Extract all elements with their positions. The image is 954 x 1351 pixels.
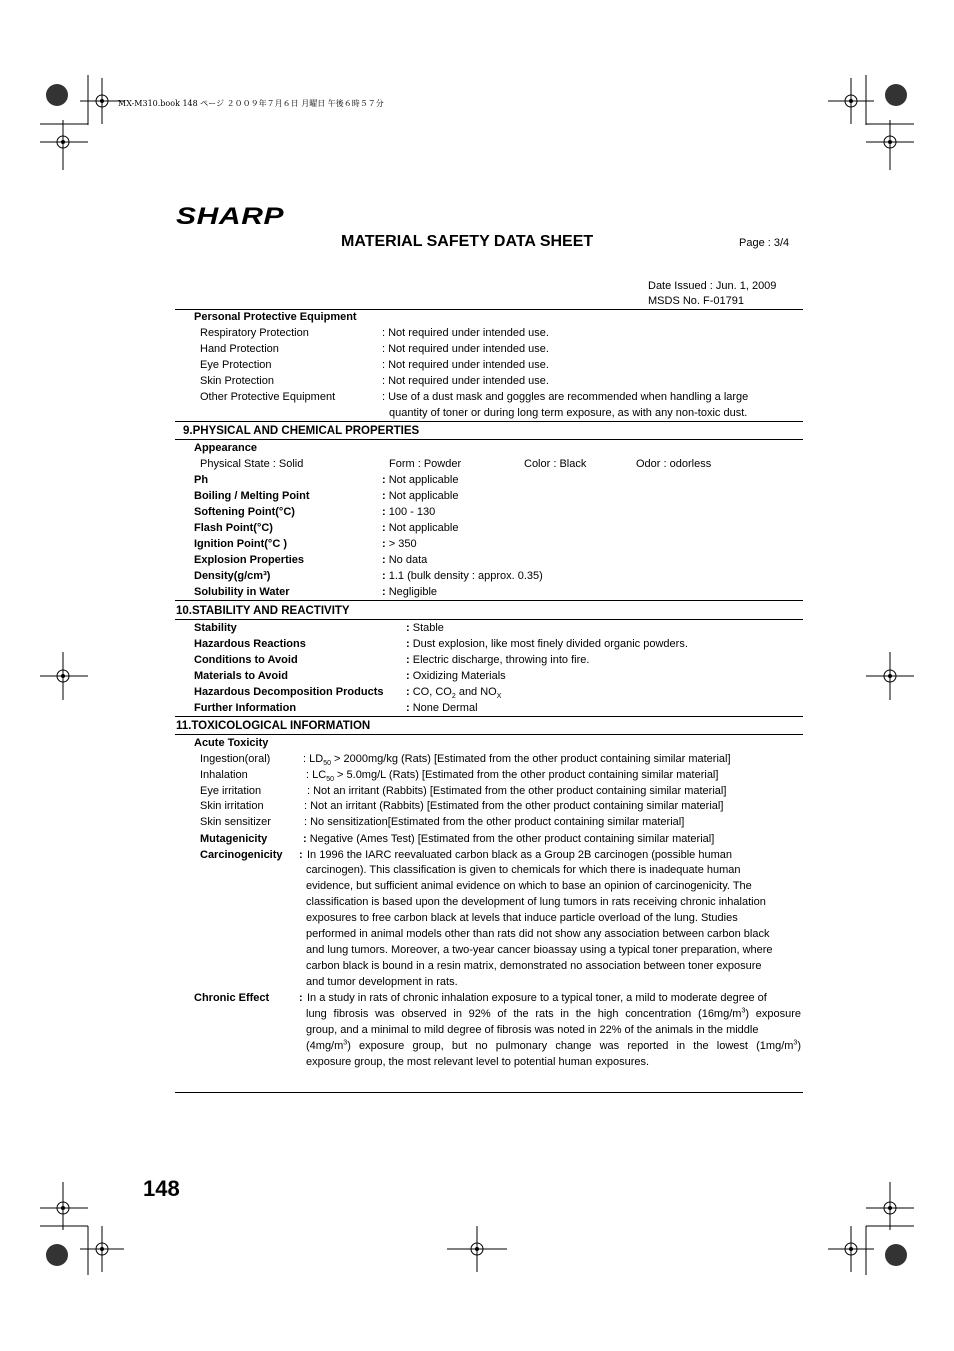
property-value: : No data: [382, 554, 428, 566]
section-11-heading: 11.TOXICOLOGICAL INFORMATION: [176, 720, 371, 732]
chronic-effect-label: Chronic Effect: [194, 992, 270, 1004]
property-label: Explosion Properties: [194, 554, 305, 566]
ingestion-label: Ingestion(oral): [200, 753, 271, 765]
carcinogenicity-line: carbon black is bound in a resin matrix, demonstrated no association between toner exposure: [306, 960, 762, 972]
chronic-line: group, and a minimal to mild degree of fibrosis was noted in 22% of the animals in the middle: [306, 1024, 759, 1036]
ppe-heading: Personal Protective Equipment: [194, 311, 357, 323]
stability-value: : Stable: [406, 622, 444, 634]
carcinogenicity-line: performed in animal models other than rats did not show any association between carbon black: [306, 928, 770, 940]
chronic-line: $(4mg/m^3)$ exposure group, but no pulmonary change was reported in the lowest $(1mg/m^3)$: [306, 1039, 801, 1052]
divider: [175, 421, 803, 422]
page-number: 148: [143, 1176, 180, 1201]
eye-irritation-label: Eye irritation: [200, 785, 262, 797]
msds-number: MSDS No. F-01791: [648, 295, 744, 307]
property-label: Flash Point(°C): [194, 522, 273, 534]
ppe-value: : Use of a dust mask and goggles are recommended when handling a large: [382, 391, 749, 403]
ppe-label: Respiratory Protection: [200, 327, 309, 339]
stability-label: Further Information: [194, 702, 297, 714]
ppe-value: : Not required under intended use.: [382, 359, 549, 371]
inhalation-value: : $LC_{50} > 5.0mg/L$ (Rats) [Estimated from the other product containing similar material]: [306, 769, 719, 784]
divider: [175, 600, 803, 601]
ppe-label: Hand Protection: [200, 343, 279, 355]
divider: [175, 439, 803, 440]
property-value: : 100 - 130: [382, 506, 436, 518]
carcinogenicity-colon: :: [299, 849, 303, 861]
skin-irritation-value: : Not an irritant (Rabbits) [Estimated from the other product containing similar material]: [304, 800, 724, 812]
ppe-value-continued: quantity of toner or during long term exposure, as with any non-toxic dust.: [389, 407, 748, 419]
property-label: Softening Point(°C): [194, 506, 295, 518]
ppe-label: Other Protective Equipment: [200, 391, 336, 403]
ppe-label: Eye Protection: [200, 359, 272, 371]
ppe-value: : Not required under intended use.: [382, 327, 549, 339]
carcinogenicity-line: and tumor development in rats.: [306, 976, 458, 988]
section-10-heading: 10.STABILITY AND REACTIVITY: [176, 605, 350, 617]
divider: [175, 716, 803, 717]
document-title: MATERIAL SAFETY DATA SHEET: [341, 233, 594, 250]
stability-label: Materials to Avoid: [194, 670, 288, 682]
property-label: Boiling / Melting Point: [194, 490, 310, 502]
stability-value: : Dust explosion, like most finely divided organic powders.: [406, 638, 688, 650]
ppe-value: : Not required under intended use.: [382, 343, 549, 355]
carcinogenicity-label: Carcinogenicity: [200, 849, 283, 861]
form: Form : Powder: [389, 458, 462, 470]
chronic-line: exposure group, the most relevant level to potential human exposures.: [306, 1056, 650, 1068]
property-value: : Negligible: [382, 586, 438, 598]
property-value: : Not applicable: [382, 474, 459, 486]
carcinogenicity-line: evidence, but sufficient animal evidence on which to base an opinion of carcinogenicity. The: [306, 880, 752, 892]
carcinogenicity-line: exposures to free carbon black at levels that induce particle overload of the lung. Studies: [306, 912, 738, 924]
stability-label: Conditions to Avoid: [194, 654, 298, 666]
mutagenicity-value: : Negative (Ames Test) [Estimated from the other product containing similar material]: [303, 833, 715, 845]
appearance-heading: Appearance: [194, 442, 257, 454]
ppe-value: : Not required under intended use.: [382, 375, 549, 387]
page-indicator: Page : 3/4: [739, 237, 790, 249]
eye-irritation-value: : Not an irritant (Rabbits) [Estimated from the other product containing similar material]: [307, 785, 727, 797]
sharp-logo: SHARP: [176, 203, 285, 230]
carcinogenicity-line: classification is based upon the development of lung tumors in rats receiving chronic inhalation: [306, 896, 766, 908]
odor: Odor : odorless: [636, 458, 712, 470]
skin-irritation-label: Skin irritation: [200, 800, 264, 812]
stability-value: : CO, $CO_2$ and $NO_X$: [406, 686, 502, 701]
stability-value: : Oxidizing Materials: [406, 670, 506, 682]
property-label: Solubility in Water: [194, 586, 290, 598]
chronic-effect-colon: :: [299, 992, 303, 1004]
color: Color : Black: [524, 458, 587, 470]
stability-value: : None Dermal: [406, 702, 478, 714]
carcinogenicity-line: and lung tumors. Moreover, a two-year cancer bioassay using a typical toner preparation, where: [306, 944, 773, 956]
physical-state: Physical State : Solid: [200, 458, 304, 470]
property-value: : Not applicable: [382, 490, 459, 502]
date-issued: Date Issued : Jun. 1, 2009: [648, 280, 777, 292]
ppe-label: Skin Protection: [200, 375, 274, 387]
acute-toxicity-heading: Acute Toxicity: [194, 737, 269, 749]
carcinogenicity-line: In 1996 the IARC reevaluated carbon black as a Group 2B carcinogen (possible human: [307, 849, 732, 861]
inhalation-label: Inhalation: [200, 769, 248, 781]
skin-sensitizer-label: Skin sensitizer: [200, 816, 271, 828]
property-value: : 1.1 (bulk density : approx. 0.35): [382, 570, 543, 582]
property-value: : > 350: [382, 538, 417, 550]
stability-label: Stability: [194, 622, 237, 634]
property-value: : Not applicable: [382, 522, 459, 534]
carcinogenicity-line: carcinogen). This classification is given to chemicals for which there is inadequate human: [306, 864, 741, 876]
mutagenicity-label: Mutagenicity: [200, 833, 268, 845]
ingestion-value: : $LD_{50} > 2000mg/kg$ (Rats) [Estimated from the other product containing similar material]: [303, 753, 731, 768]
section-9-heading: 9.PHYSICAL AND CHEMICAL PROPERTIES: [183, 425, 420, 437]
skin-sensitizer-value: : No sensitization[Estimated from the other product containing similar material]: [304, 816, 685, 828]
chronic-line: In a study in rats of chronic inhalation exposure to a typical toner, a mild to moderate degree of: [307, 992, 767, 1004]
stability-label: Hazardous Reactions: [194, 638, 306, 650]
stability-value: : Electric discharge, throwing into fire.: [406, 654, 590, 666]
print-job-note: MX-M310.book 148 ページ ２００９年７月６日 月曜日 午後６時５７分: [118, 99, 384, 108]
chronic-line: lung fibrosis was observed in 92% of the rats in the high concentration $(16mg/m^3)$ exposure: [306, 1007, 801, 1020]
divider: [175, 1092, 803, 1093]
divider: [175, 619, 803, 620]
property-label: Ignition Point(°C ): [194, 538, 287, 550]
divider: [175, 734, 803, 735]
stability-label: Hazardous Decomposition Products: [194, 686, 384, 698]
property-label: Density(g/cm³): [194, 570, 271, 582]
property-label: Ph: [194, 474, 209, 486]
